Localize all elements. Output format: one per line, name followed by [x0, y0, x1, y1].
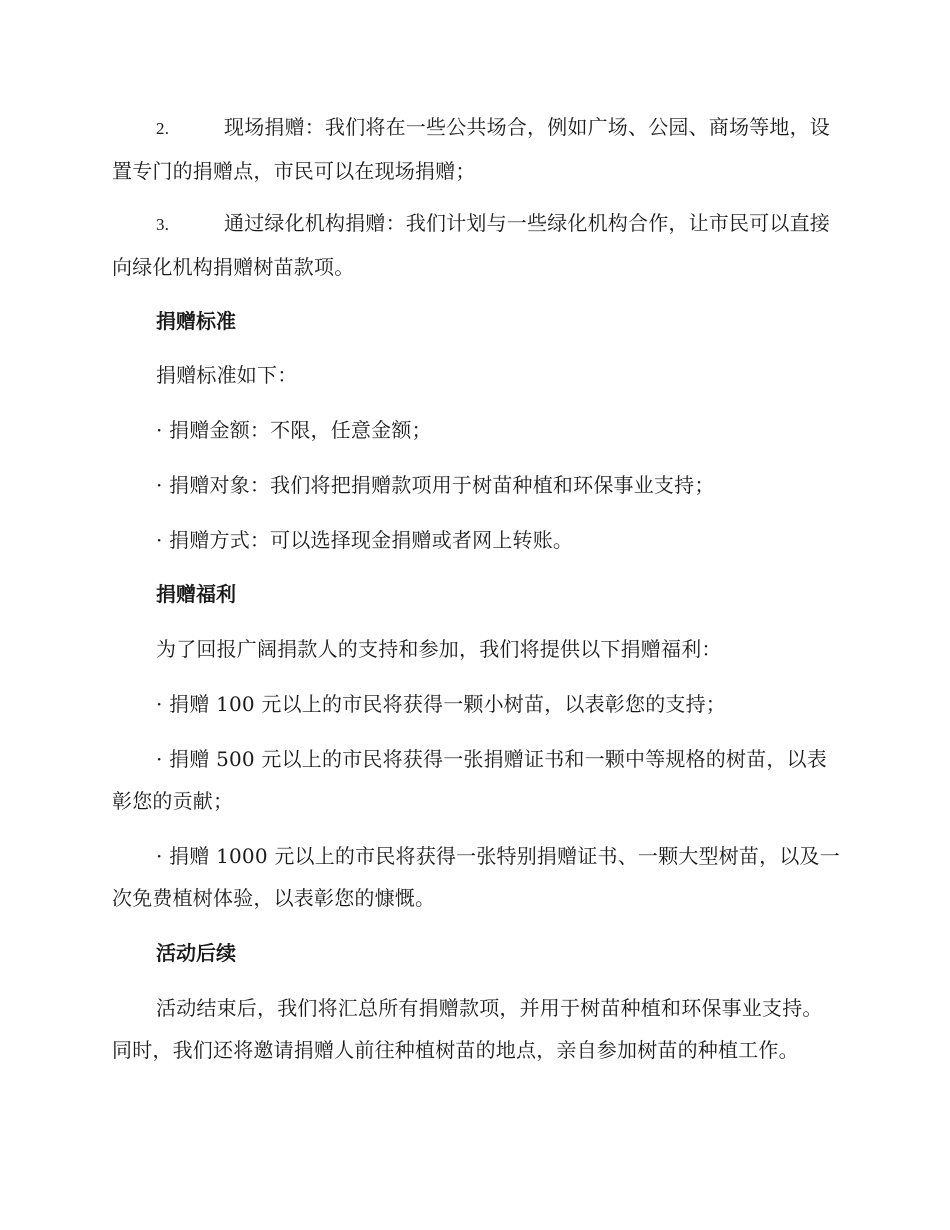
benefits-intro: 为了回报广阔捐款人的支持和参加，我们将提供以下捐赠福利： [156, 637, 722, 661]
bullet-item: · 捐赠 1000 元以上的市民将获得一张特别捐赠证书、一颗大型树苗，以及一次免费植树体验，以表彰您的慷慨。 [112, 844, 840, 910]
section-heading-followup: 活动后续 [156, 941, 236, 965]
standard-intro: 捐赠标准如下： [156, 363, 298, 387]
bullet-item: · 捐赠对象：我们将把捐赠款项用于树苗种植和环保事业支持； [156, 473, 715, 497]
bullet-item: · 捐赠金额：不限，任意金额； [156, 418, 432, 442]
list-item [112, 202, 842, 288]
list-item-number: 3. [156, 215, 170, 234]
bullet-item: · 捐赠 100 元以上的市民将获得一颗小树苗，以表彰您的支持； [156, 692, 727, 716]
followup-paragraph: 活动结束后，我们将汇总所有捐赠款项，并用于树苗种植和环保事业支持。同时，我们还将邀请捐赠人前往种植树苗的地点，亲自参加树苗的种植工作。 [112, 996, 823, 1062]
list-item-text: 现场捐赠：我们将在一些公共场合，例如广场、公园、商场等地，设置专门的捐赠点，市民可以在现场捐赠； [112, 115, 830, 183]
list-item-text: 通过绿化机构捐赠：我们计划与一些绿化机构合作，让市民可以直接向绿化机构捐赠树苗款项。 [112, 211, 830, 279]
section-heading-benefits: 捐赠福利 [156, 582, 236, 606]
bullet-item: · 捐赠方式：可以选择现金捐赠或者网上转账。 [156, 528, 574, 552]
section-heading-standard: 捐赠标准 [156, 309, 236, 333]
list-item [112, 106, 842, 192]
bullet-item: · 捐赠 500 元以上的市民将获得一张捐赠证书和一颗中等规格的树苗，以表彰您的贡献； [112, 747, 828, 813]
list-item-number: 2. [156, 119, 170, 138]
